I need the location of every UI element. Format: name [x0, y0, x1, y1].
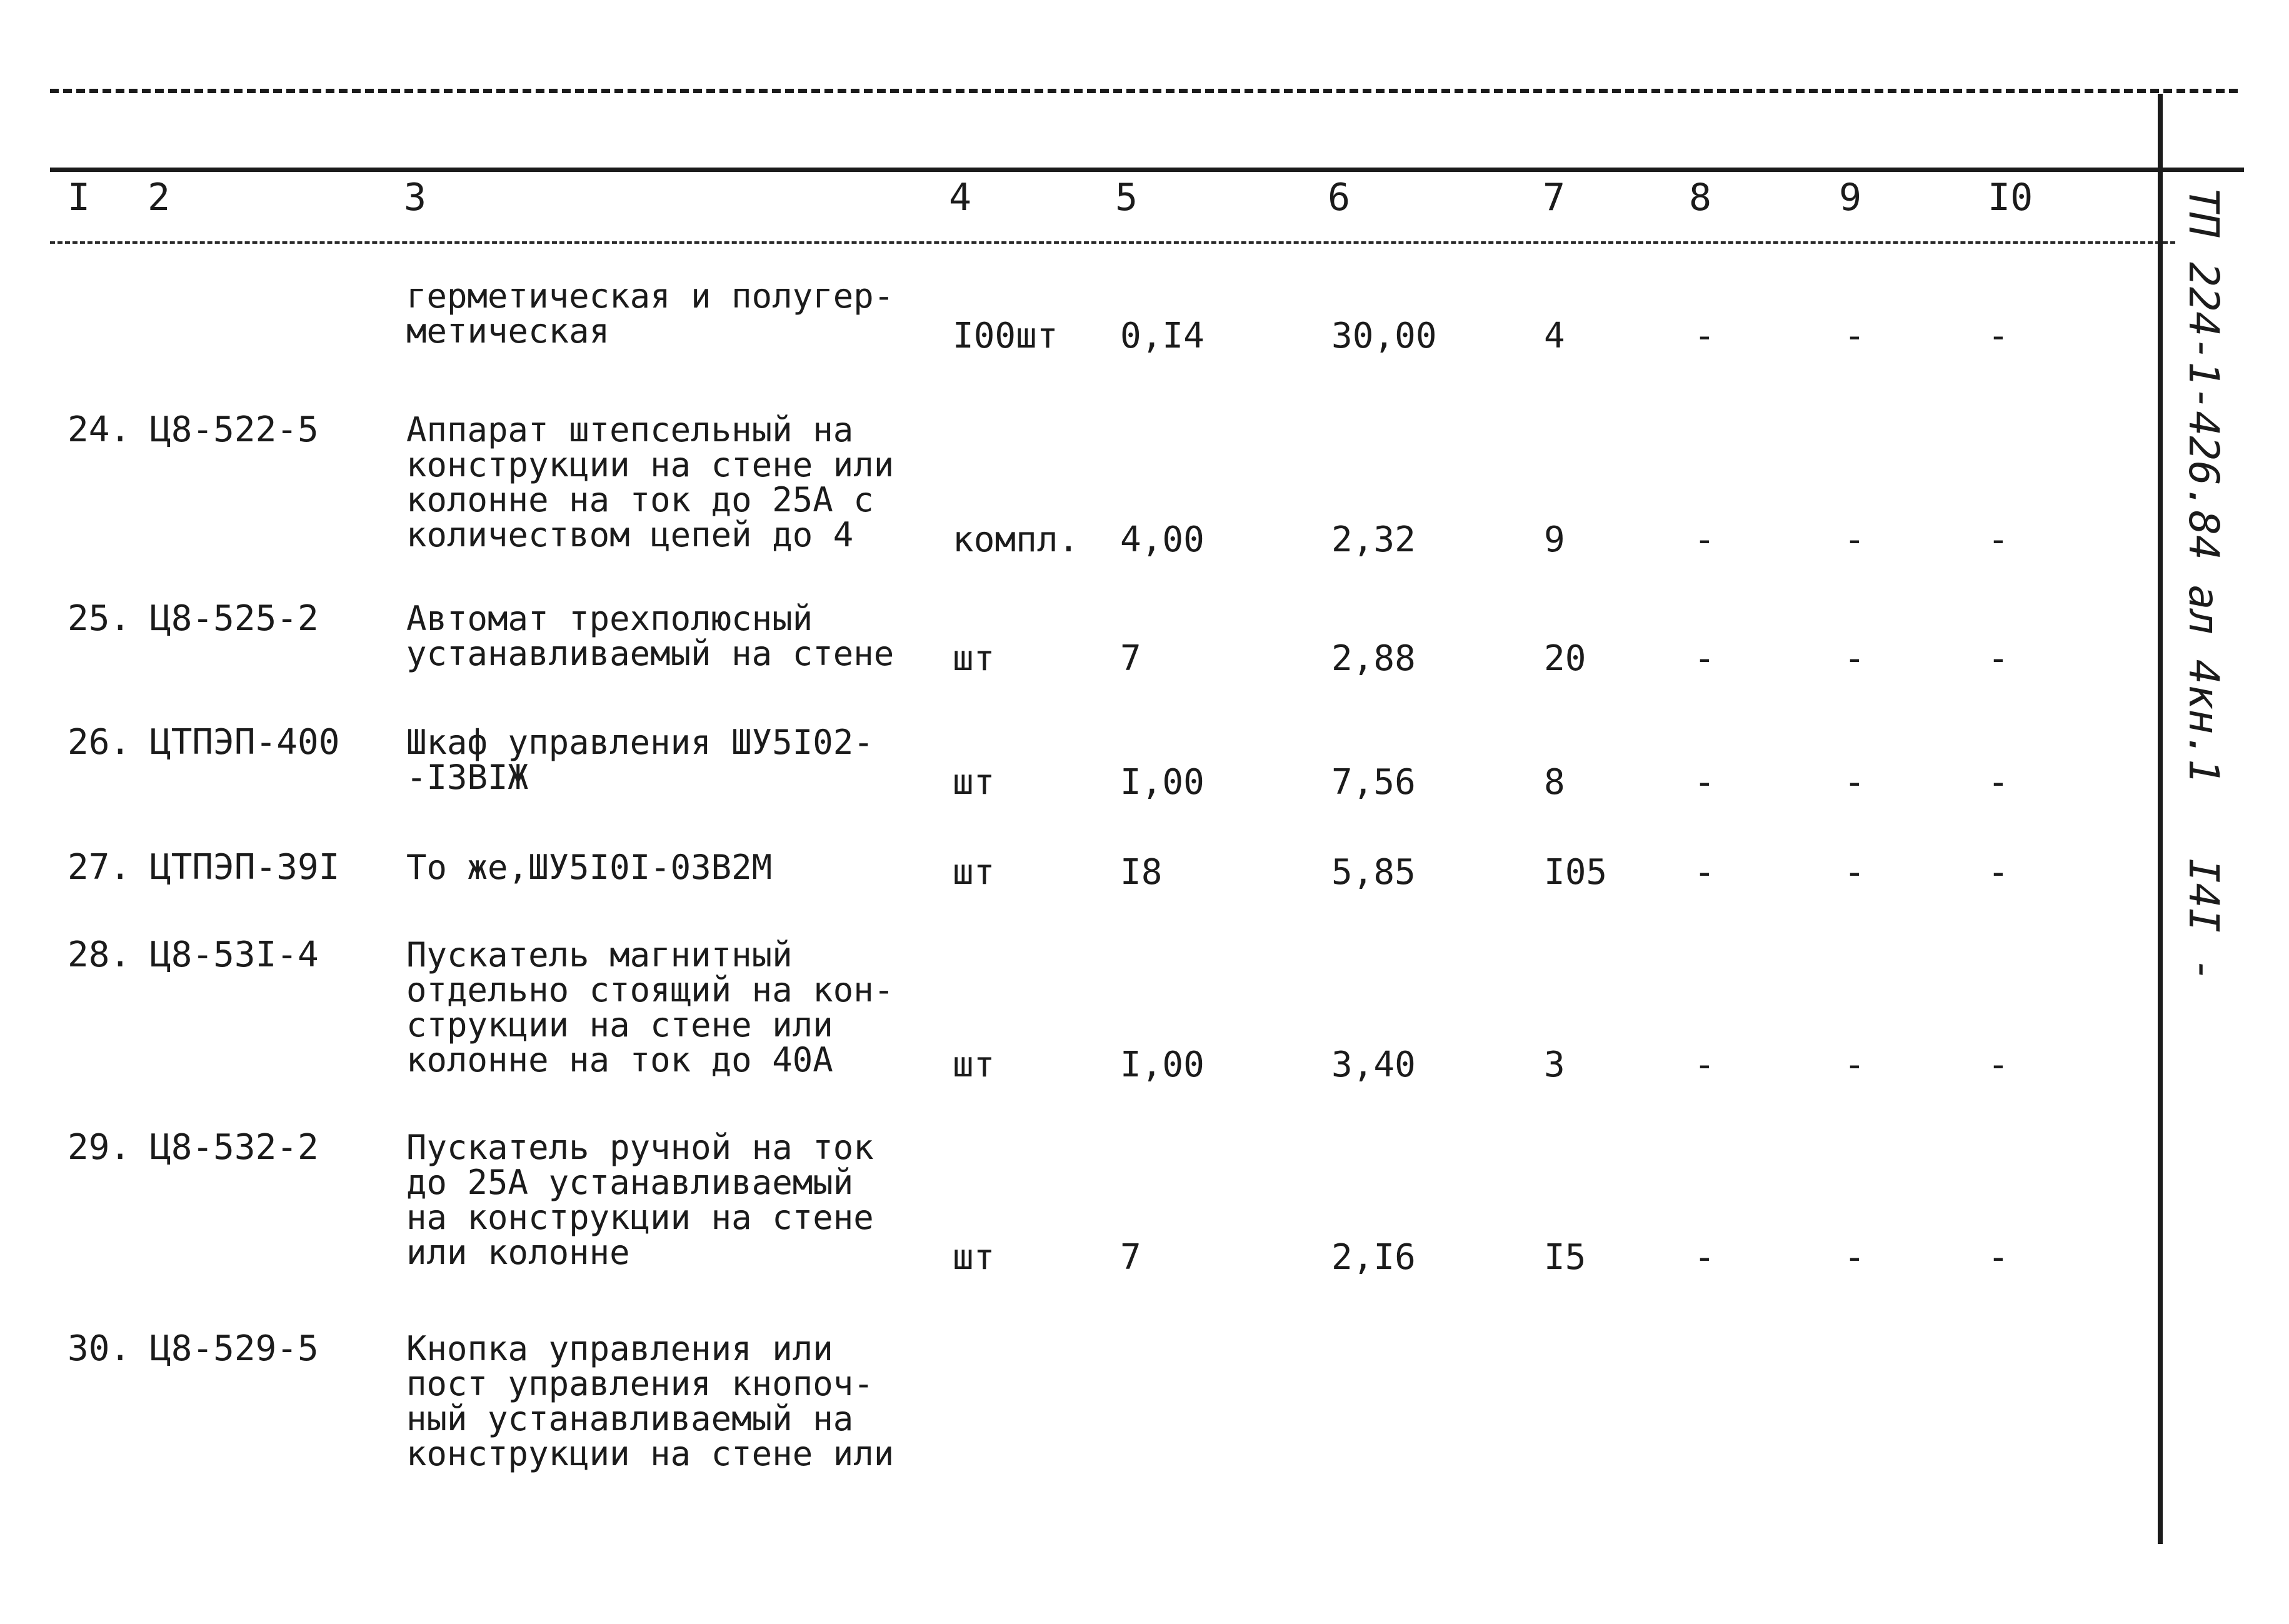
row-number: 28.: [68, 935, 131, 975]
description-line: отдельно стоящий на кон-: [406, 970, 894, 1010]
col-5-cell: 0,I4: [1120, 316, 1205, 356]
col-header-7: 7: [1543, 176, 1566, 219]
unit-cell: шт: [953, 638, 995, 679]
price-code: ЦТПЭП-400: [150, 722, 340, 763]
col-8-cell: -: [1694, 852, 1715, 893]
col-8-cell: -: [1694, 638, 1715, 679]
description-line: колонне на ток до 25А с: [406, 480, 874, 519]
side-stamp: [2169, 188, 2244, 983]
price-code: Ц8-525-2: [150, 598, 319, 639]
col-9-cell: -: [1844, 762, 1865, 803]
top-dashed-border: [50, 89, 2238, 93]
col-6-cell: 5,85: [1331, 852, 1416, 893]
col-header-4: 4: [949, 176, 972, 219]
col-header-9: 9: [1839, 176, 1862, 219]
col-10-cell: -: [1988, 316, 2009, 356]
description-line: То же,ШУ5I0I-03В2М: [406, 848, 773, 887]
col-9-cell: -: [1844, 1045, 1865, 1085]
col-8-cell: -: [1694, 316, 1715, 356]
col-header-3: 3: [404, 176, 427, 219]
col-5-cell: 4,00: [1120, 519, 1205, 560]
col-8-cell: -: [1694, 762, 1715, 803]
col-header-1: I: [68, 176, 91, 219]
col-7-cell: 3: [1544, 1045, 1565, 1085]
col-10-cell: -: [1988, 1045, 2009, 1085]
col-header-10: I0: [1988, 176, 2033, 219]
description-line: струкции на стене или: [406, 1005, 833, 1045]
col-7-cell: 9: [1544, 519, 1565, 560]
col-10-cell: -: [1988, 1237, 2009, 1278]
header-bottom-rule: [50, 241, 2175, 244]
description-line: Шкаф управления ШУ5I02-: [406, 723, 874, 762]
description-line: конструкции на стене или: [406, 445, 894, 484]
col-6-cell: 7,56: [1331, 762, 1416, 803]
col-5-cell: I,00: [1120, 762, 1205, 803]
row-number: 26.: [68, 722, 131, 763]
col-7-cell: 4: [1544, 316, 1565, 356]
col-5-cell: I,00: [1120, 1045, 1205, 1085]
description-line: до 25А устанавливаемый: [406, 1163, 854, 1202]
col-6-cell: 2,I6: [1331, 1237, 1416, 1278]
col-6-cell: 2,32: [1331, 519, 1416, 560]
description-line: метическая: [406, 311, 610, 351]
row-number: 27.: [68, 847, 131, 888]
col-9-cell: -: [1844, 852, 1865, 893]
description-line: Аппарат штепсельный на: [406, 410, 854, 449]
unit-cell: шт: [953, 1045, 995, 1085]
description-line: количеством цепей до 4: [406, 515, 854, 554]
description-line: Пускатель ручной на ток: [406, 1128, 874, 1167]
right-margin-line: [2158, 94, 2163, 1544]
col-6-cell: 3,40: [1331, 1045, 1416, 1085]
col-10-cell: -: [1988, 762, 2009, 803]
col-7-cell: 20: [1544, 638, 1586, 679]
row-number: 25.: [68, 598, 131, 639]
page-number: I4I -: [2180, 858, 2228, 983]
unit-cell: I00шт: [953, 316, 1058, 356]
col-7-cell: I05: [1544, 852, 1608, 893]
price-code: Ц8-522-5: [150, 409, 319, 450]
description-line: Пускатель магнитный: [406, 935, 793, 975]
col-9-cell: -: [1844, 638, 1865, 679]
col-6-cell: 30,00: [1331, 316, 1437, 356]
unit-cell: компл.: [953, 519, 1079, 560]
col-7-cell: I5: [1544, 1237, 1586, 1278]
col-6-cell: 2,88: [1331, 638, 1416, 679]
col-5-cell: 7: [1120, 638, 1141, 679]
col-header-6: 6: [1328, 176, 1351, 219]
col-9-cell: -: [1844, 316, 1865, 356]
description-line: Автомат трехполюсный: [406, 599, 813, 638]
col-8-cell: -: [1694, 519, 1715, 560]
col-10-cell: -: [1988, 519, 2009, 560]
description-line: -I3BIЖ: [406, 758, 529, 797]
document-code-text: ТП 224-1-426.84 ал 4кн.1: [2180, 188, 2228, 784]
price-code: Ц8-529-5: [150, 1328, 319, 1369]
description-line: или колонне: [406, 1233, 630, 1272]
header-top-rule: [50, 168, 2244, 172]
description-line: на конструкции на стене: [406, 1198, 874, 1237]
description-line: устанавливаемый на стене: [406, 634, 894, 673]
col-10-cell: -: [1988, 638, 2009, 679]
description-line: конструкции на стене или: [406, 1434, 894, 1473]
row-number: 29.: [68, 1127, 131, 1168]
col-8-cell: -: [1694, 1045, 1715, 1085]
price-code: Ц8-532-2: [150, 1127, 319, 1168]
col-7-cell: 8: [1544, 762, 1565, 803]
col-5-cell: I8: [1120, 852, 1163, 893]
description-line: Кнопка управления или: [406, 1329, 833, 1368]
unit-cell: шт: [953, 1237, 995, 1278]
price-code: Ц8-53I-4: [150, 935, 319, 975]
price-code: ЦТПЭП-39I: [150, 847, 340, 888]
description-line: герметическая и полугер-: [406, 276, 894, 316]
col-header-8: 8: [1689, 176, 1712, 219]
col-10-cell: -: [1988, 852, 2009, 893]
unit-cell: шт: [953, 762, 995, 803]
document-code: [2180, 188, 2228, 983]
description-line: ный устанавливаемый на: [406, 1399, 854, 1438]
col-8-cell: -: [1694, 1237, 1715, 1278]
col-9-cell: -: [1844, 1237, 1865, 1278]
description-line: колонне на ток до 40А: [406, 1040, 833, 1080]
col-5-cell: 7: [1120, 1237, 1141, 1278]
description-line: пост управления кнопоч-: [406, 1364, 874, 1403]
row-number: 30.: [68, 1328, 131, 1369]
unit-cell: шт: [953, 852, 995, 893]
col-header-5: 5: [1115, 176, 1138, 219]
col-header-2: 2: [148, 176, 171, 219]
row-number: 24.: [68, 409, 131, 450]
col-9-cell: -: [1844, 519, 1865, 560]
